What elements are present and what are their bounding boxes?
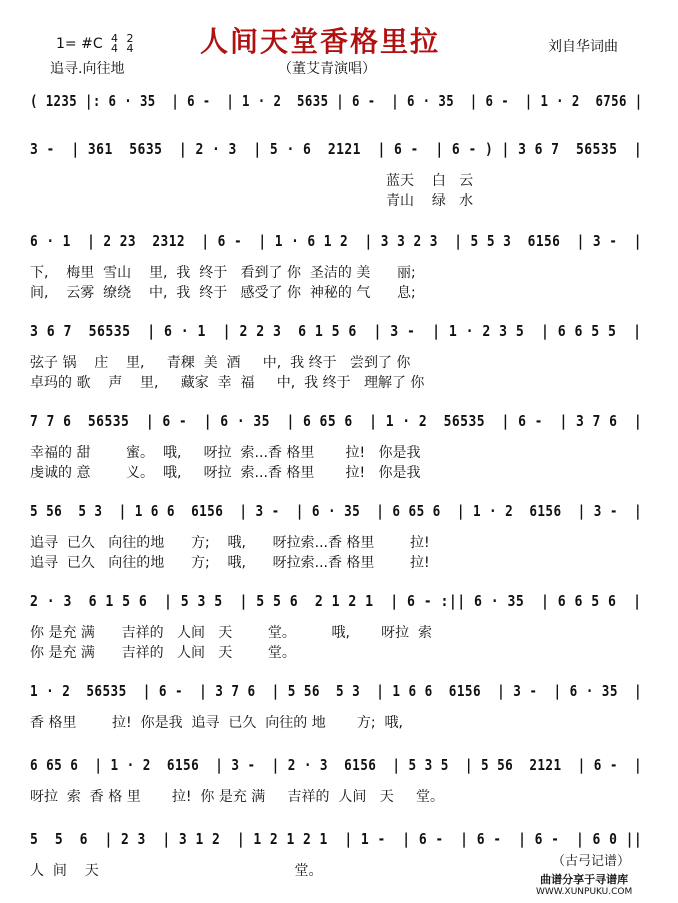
notation-text: 3 6 7 56535 | 6 · 1 | 2 2 3 6 1 5 6 | 3 - | 1 · 2 3 5 | 6 6 5 5 | xyxy=(30,322,642,340)
lyric-line: 卓玛的 歌 声 里, 藏家 幸 福 中, 我 终于 理解了 你 xyxy=(30,375,425,391)
lyric-line: 人 间 天 堂。 xyxy=(30,863,323,879)
footer-line2: WWW.XUNPUKU.COM xyxy=(536,887,633,897)
composer: 刘自华词曲 xyxy=(548,39,618,55)
lyric-line: 下, 梅里 雪山 里, 我 终于 看到了 你 圣洁的 美 丽; xyxy=(30,265,416,281)
page-title: 人间天堂香格里拉 xyxy=(200,25,441,58)
lyric-line: 虔诚的 意 义。 哦, 呀拉 索...香 格里 拉! 你是我 xyxy=(30,465,421,481)
meter-b-top: 2 xyxy=(126,32,134,45)
lyric-line: 追寻 已久 向往的地 方; 哦, 呀拉索...香 格里 拉! xyxy=(30,555,430,571)
music-line xyxy=(30,92,642,114)
notation-text: 5 56 5 3 | 1 6 6 6156 | 3 - | 6 · 35 | 6 65 6 | 1 · 2 6156 | 3 - | xyxy=(30,502,643,520)
key-signature xyxy=(56,34,134,54)
credit: （古弓记谱） xyxy=(552,854,631,869)
notation-text: ( 1235 |: 6 · 35 | 6 - | 1 · 2 5635 | 6 - | 6 · 35 | 6 - | 1 · 2 6756 | xyxy=(30,92,643,110)
notation-text: 5 5 6 | 2 3 | 3 1 2 | 1 2 1 2 1 | 1 - | 6 - | 6 - | 6 - | 6 0 || xyxy=(30,830,643,848)
key-label: 1= #C xyxy=(56,36,103,52)
meter-b xyxy=(127,34,134,54)
music-line xyxy=(30,830,642,852)
meter-a-top: 4 xyxy=(111,32,119,45)
meter-b-bottom: 4 xyxy=(126,42,134,55)
music-line xyxy=(30,592,642,614)
tempo-note: 追寻.向往地 xyxy=(50,61,125,77)
music-line xyxy=(30,756,642,778)
lyric-line: 呀拉 索 香 格 里 拉! 你 是充 满 吉祥的 人间 天 堂。 xyxy=(30,789,445,805)
music-line xyxy=(30,322,642,344)
music-line xyxy=(30,682,642,704)
site-footer xyxy=(536,874,632,898)
lyric-line: 间, 云雾 缭绕 中, 我 终于 感受了 你 神秘的 气 息; xyxy=(30,285,416,301)
notation-text: 7 7 6 56535 | 6 - | 6 · 35 | 6 65 6 | 1 · 2 56535 | 6 - | 3 7 6 | xyxy=(30,412,643,430)
meter-a-bottom: 4 xyxy=(111,42,119,55)
lyric-line: 幸福的 甜 蜜。 哦, 呀拉 索...香 格里 拉! 你是我 xyxy=(30,445,421,461)
lyric-line: 弦子 锅 庄 里, 青稞 美 酒 中, 我 终于 尝到了 你 xyxy=(30,355,411,371)
footer-line1: 曲谱分享于寻谱库 xyxy=(540,873,629,886)
meter-a xyxy=(111,34,118,54)
notation-text: 1 · 2 56535 | 6 - | 3 7 6 | 5 56 5 3 | 1 6 6 6156 | 3 - | 6 · 35 | xyxy=(30,682,643,700)
notation-text: 3 - | 361 5635 | 2 · 3 | 5 · 6 2121 | 6 - | 6 - ) | 3 6 7 56535 | xyxy=(30,140,643,158)
notation-text: 2 · 3 6 1 5 6 | 5 3 5 | 5 5 6 2 1 2 1 | 6 - :|| 6 · 35 | 6 6 5 6 | xyxy=(30,592,642,610)
lyric-line: 香 格里 拉! 你是我 追寻 已久 向往的 地 方; 哦, xyxy=(30,715,403,731)
music-line xyxy=(30,140,642,162)
music-line xyxy=(30,412,642,434)
notation-text: 6 · 1 | 2 23 2312 | 6 - | 1 · 6 1 2 | 3 3 2 3 | 5 5 3 6156 | 3 - | xyxy=(30,232,642,250)
notation-text: 6 65 6 | 1 · 2 6156 | 3 - | 2 · 3 6156 | 5 3 5 | 5 56 2121 | 6 - | xyxy=(30,756,643,774)
music-line xyxy=(30,232,642,254)
lyric-line: 你 是充 满 吉祥的 人间 天 堂。 哦, 呀拉 索 xyxy=(30,625,433,641)
lyric-line: 蓝天 白 云 xyxy=(30,173,474,189)
singer: （董艾青演唱） xyxy=(278,61,376,77)
lyric-line: 青山 绿 水 xyxy=(30,193,474,209)
music-line xyxy=(30,502,642,524)
lyric-line: 你 是充 满 吉祥的 人间 天 堂。 xyxy=(30,645,296,661)
lyric-line: 追寻 已久 向往的地 方; 哦, 呀拉索...香 格里 拉! xyxy=(30,535,430,551)
